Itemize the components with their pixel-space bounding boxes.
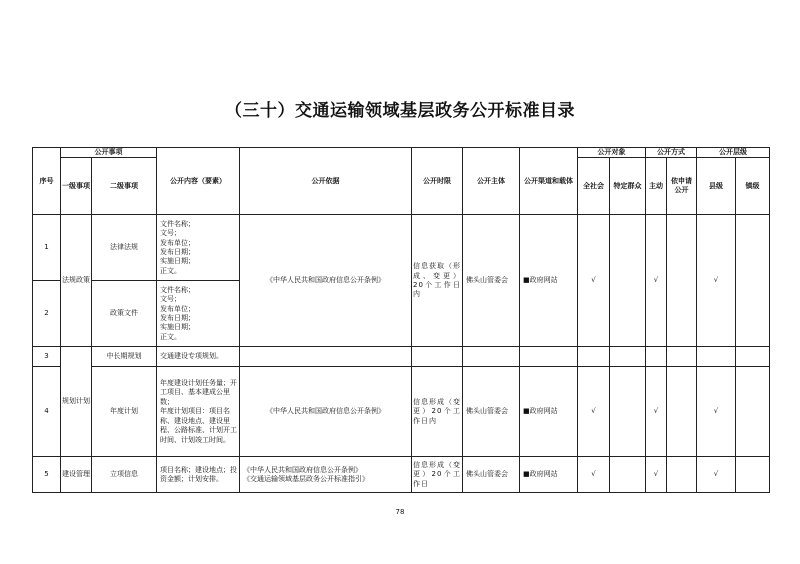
header-seq: 序号 xyxy=(33,148,61,215)
table-row xyxy=(33,367,770,457)
row-target-all: √ xyxy=(578,215,610,347)
row-time: 信息形成（变更）20个工作日内 xyxy=(412,367,463,457)
row-level1: 规划计划 xyxy=(61,347,92,457)
row-mode-active: √ xyxy=(646,215,667,347)
table-row xyxy=(33,215,770,281)
row-mode-request xyxy=(667,367,697,457)
row-level2: 立项信息 xyxy=(92,457,157,493)
header-mode-active: 主动 xyxy=(646,158,667,215)
row-content: 年度建设计划任务量；开工项目、基本建成公里数； 年度计划项目：项目名称、建设地点、建设里程、公路标准、计划开工时间、计划竣工时间。 xyxy=(157,367,240,457)
row-time: 信息获取（形成、变更）20个工作日内 xyxy=(412,215,463,347)
row-content: 项目名称；建设地点；投资金额；计划安排。 xyxy=(157,457,240,493)
row-channel: ■政府网站 xyxy=(520,215,578,347)
row-level2: 政策文件 xyxy=(92,281,157,347)
table-row xyxy=(33,347,770,367)
header-subject: 公开主体 xyxy=(463,148,520,215)
row-target-all: √ xyxy=(578,457,610,493)
row-level-county: √ xyxy=(697,457,736,493)
row-basis: 《中华人民共和国政府信息公开条例》 《交通运输领域基层政务公开标准指引》 xyxy=(240,457,412,493)
header-level1: 一级事项 xyxy=(61,158,92,215)
row-seq: 1 xyxy=(33,215,61,281)
header-target-group: 公开对象 xyxy=(578,148,646,158)
header-level-town: 镇级 xyxy=(736,158,770,215)
header-level2: 二级事项 xyxy=(92,158,157,215)
header-items-group: 公开事项 xyxy=(61,148,157,158)
page-title: （三十）交通运输领域基层政务公开标准目录 xyxy=(225,101,575,121)
header-level-county: 县级 xyxy=(697,158,736,215)
header-mode-group: 公开方式 xyxy=(646,148,697,158)
page-number: 78 xyxy=(395,508,405,516)
row-level2: 年度计划 xyxy=(92,367,157,457)
row-level1: 建设管理 xyxy=(61,457,92,493)
row-subject: 佛头山管委会 xyxy=(463,457,520,493)
row-basis: 《中华人民共和国政府信息公开条例》 xyxy=(240,215,412,347)
row-level-town xyxy=(736,457,770,493)
catalog-table xyxy=(32,147,770,493)
row-seq: 2 xyxy=(33,281,61,347)
header-target-all: 全社会 xyxy=(578,158,610,215)
row-level-county: √ xyxy=(697,367,736,457)
row-mode-request xyxy=(667,457,697,493)
header-row-1 xyxy=(33,148,770,158)
header-target-specific: 特定群众 xyxy=(610,158,646,215)
header-time: 公开时限 xyxy=(412,148,463,215)
row-level2: 法律法规 xyxy=(92,215,157,281)
row-time: 信息形成（变更）20个工作日 xyxy=(412,457,463,493)
header-channel: 公开渠道和载体 xyxy=(520,148,578,215)
header-content: 公开内容（要素） xyxy=(157,148,240,215)
row-level-town xyxy=(736,367,770,457)
row-level2: 中长期规划 xyxy=(92,347,157,367)
row-seq: 4 xyxy=(33,367,61,457)
row-content: 交通建设专项规划。 xyxy=(157,347,240,367)
row-level-county: √ xyxy=(697,215,736,347)
row-target-specific xyxy=(610,215,646,347)
row-mode-active: √ xyxy=(646,367,667,457)
row-basis: 《中华人民共和国政府信息公开条例》 xyxy=(240,367,412,457)
row-target-specific xyxy=(610,457,646,493)
row-target-specific xyxy=(610,367,646,457)
row-seq: 3 xyxy=(33,347,61,367)
row-mode-request xyxy=(667,215,697,347)
table-row xyxy=(33,457,770,493)
row-content: 文件名称； 文号； 发布单位； 发布日期； 实施日期； 正文。 xyxy=(157,281,240,347)
row-seq: 5 xyxy=(33,457,61,493)
row-subject: 佛头山管委会 xyxy=(463,367,520,457)
row-subject: 佛头山管委会 xyxy=(463,215,520,347)
row-target-all: √ xyxy=(578,367,610,457)
header-level-group: 公开层级 xyxy=(697,148,770,158)
row-channel: ■政府网站 xyxy=(520,457,578,493)
row-mode-active: √ xyxy=(646,457,667,493)
header-basis: 公开依据 xyxy=(240,148,412,215)
row-channel: ■政府网站 xyxy=(520,367,578,457)
row-content: 文件名称； 文号； 发布单位； 发布日期； 实施日期； 正文。 xyxy=(157,215,240,281)
row-level-town xyxy=(736,215,770,347)
row-level1: 法规政策 xyxy=(61,215,92,347)
header-mode-request: 依申请公开 xyxy=(667,158,697,215)
